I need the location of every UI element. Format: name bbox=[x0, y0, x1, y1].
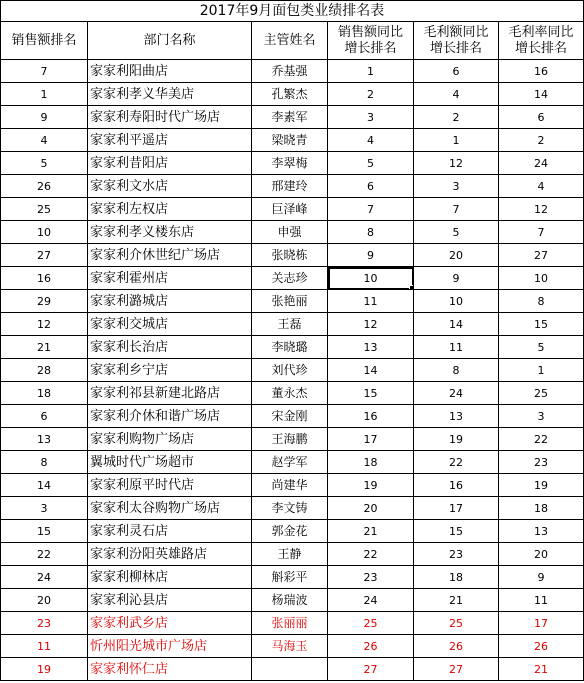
cell-sales-rank[interactable]: 24 bbox=[1, 566, 88, 589]
cell-department[interactable]: 家家利文水店 bbox=[88, 175, 252, 198]
cell-sales-yoy-rank[interactable]: 1 bbox=[328, 60, 414, 83]
cell-margin-yoy-rank[interactable]: 24 bbox=[499, 152, 584, 175]
cell-sales-yoy-rank[interactable]: 9 bbox=[328, 244, 414, 267]
table-body bbox=[1, 1, 584, 681]
cell-profit-yoy-rank[interactable]: 26 bbox=[414, 635, 499, 658]
header-profit-yoy-line1: 毛利额同比 bbox=[423, 24, 489, 40]
table-row bbox=[1, 244, 584, 267]
cell-sales-yoy-rank[interactable]: 17 bbox=[328, 428, 414, 451]
header-profit-yoy-line2: 增长排名 bbox=[429, 40, 482, 56]
cell-sales-yoy-rank[interactable]: 14 bbox=[328, 359, 414, 382]
cell-profit-yoy-rank[interactable]: 9 bbox=[414, 267, 499, 290]
cell-department[interactable]: 翼城时代广场超市 bbox=[88, 451, 252, 474]
cell-manager[interactable]: 杨瑞波 bbox=[252, 589, 328, 612]
cell-margin-yoy-rank[interactable]: 19 bbox=[499, 474, 584, 497]
header-sales-rank[interactable]: 销售额排名 bbox=[1, 22, 88, 60]
cell-sales-yoy-rank[interactable]: 4 bbox=[328, 129, 414, 152]
cell-profit-yoy-rank[interactable]: 3 bbox=[414, 175, 499, 198]
cell-sales-rank[interactable]: 20 bbox=[1, 589, 88, 612]
cell-sales-yoy-rank[interactable]: 6 bbox=[328, 175, 414, 198]
cell-profit-yoy-rank[interactable]: 24 bbox=[414, 382, 499, 405]
cell-margin-yoy-rank[interactable]: 18 bbox=[499, 497, 584, 520]
cell-department[interactable]: 家家利介休和谐广场店 bbox=[88, 405, 252, 428]
cell-sales-rank[interactable]: 18 bbox=[1, 382, 88, 405]
cell-sales-yoy-rank[interactable]: 11 bbox=[328, 290, 414, 313]
cell-sales-rank[interactable]: 27 bbox=[1, 244, 88, 267]
cell-manager[interactable]: 赵学军 bbox=[252, 451, 328, 474]
cell-sales-rank[interactable]: 8 bbox=[1, 451, 88, 474]
cell-profit-yoy-rank[interactable]: 11 bbox=[414, 336, 499, 359]
cell-sales-yoy-rank[interactable]: 3 bbox=[328, 106, 414, 129]
cell-sales-rank[interactable]: 26 bbox=[1, 175, 88, 198]
cell-margin-yoy-rank[interactable]: 22 bbox=[499, 428, 584, 451]
cell-profit-yoy-rank[interactable]: 23 bbox=[414, 543, 499, 566]
cell-margin-yoy-rank[interactable]: 4 bbox=[499, 175, 584, 198]
cell-sales-yoy-rank[interactable]: 5 bbox=[328, 152, 414, 175]
cell-profit-yoy-rank[interactable]: 18 bbox=[414, 566, 499, 589]
table-row bbox=[1, 520, 584, 543]
header-margin-yoy[interactable] bbox=[499, 22, 584, 60]
cell-profit-yoy-rank[interactable]: 7 bbox=[414, 198, 499, 221]
cell-margin-yoy-rank[interactable]: 9 bbox=[499, 566, 584, 589]
cell-manager[interactable]: 李文铸 bbox=[252, 497, 328, 520]
cell-margin-yoy-rank[interactable]: 6 bbox=[499, 106, 584, 129]
title-row bbox=[1, 1, 584, 22]
header-margin-yoy-line2: 增长排名 bbox=[515, 40, 568, 56]
cell-department[interactable]: 家家利祁县新建北路店 bbox=[88, 382, 252, 405]
cell-manager[interactable]: 孔繁杰 bbox=[252, 83, 328, 106]
header-margin-yoy-line1: 毛利率同比 bbox=[508, 24, 574, 40]
cell-manager[interactable]: 王海鹏 bbox=[252, 428, 328, 451]
cell-sales-yoy-rank[interactable]: 2 bbox=[328, 83, 414, 106]
cell-sales-rank[interactable]: 7 bbox=[1, 60, 88, 83]
cell-sales-rank[interactable]: 6 bbox=[1, 405, 88, 428]
cell-sales-rank[interactable]: 21 bbox=[1, 336, 88, 359]
cell-profit-yoy-rank[interactable]: 8 bbox=[414, 359, 499, 382]
cell-profit-yoy-rank[interactable]: 22 bbox=[414, 451, 499, 474]
header-row bbox=[1, 22, 584, 60]
cell-department[interactable]: 忻州阳光城市广场店 bbox=[88, 635, 252, 658]
cell-sales-rank[interactable]: 12 bbox=[1, 313, 88, 336]
cell-margin-yoy-rank[interactable]: 10 bbox=[499, 267, 584, 290]
cell-department[interactable]: 家家利怀仁店 bbox=[88, 658, 252, 681]
cell-manager[interactable]: 斛彩平 bbox=[252, 566, 328, 589]
cell-profit-yoy-rank[interactable]: 4 bbox=[414, 83, 499, 106]
cell-sales-yoy-rank[interactable]: 18 bbox=[328, 451, 414, 474]
cell-profit-yoy-rank[interactable]: 13 bbox=[414, 405, 499, 428]
cell-department[interactable]: 家家利孝义华美店 bbox=[88, 83, 252, 106]
cell-department[interactable]: 家家利潞城店 bbox=[88, 290, 252, 313]
cell-sales-rank[interactable]: 4 bbox=[1, 129, 88, 152]
cell-department[interactable]: 家家利昔阳店 bbox=[88, 152, 252, 175]
cell-manager[interactable]: 尚建华 bbox=[252, 474, 328, 497]
table-row bbox=[1, 198, 584, 221]
cell-sales-rank[interactable]: 19 bbox=[1, 658, 88, 681]
cell-profit-yoy-rank[interactable]: 14 bbox=[414, 313, 499, 336]
table-row bbox=[1, 313, 584, 336]
cell-margin-yoy-rank[interactable]: 12 bbox=[499, 198, 584, 221]
cell-manager[interactable]: 王静 bbox=[252, 543, 328, 566]
table-row bbox=[1, 543, 584, 566]
table-row bbox=[1, 60, 584, 83]
cell-margin-yoy-rank[interactable]: 26 bbox=[499, 635, 584, 658]
cell-margin-yoy-rank[interactable]: 20 bbox=[499, 543, 584, 566]
cell-sales-rank[interactable]: 3 bbox=[1, 497, 88, 520]
cell-manager[interactable]: 张晓栋 bbox=[252, 244, 328, 267]
cell-department[interactable]: 家家利太谷购物广场店 bbox=[88, 497, 252, 520]
table-row bbox=[1, 83, 584, 106]
table-row bbox=[1, 497, 584, 520]
cell-department[interactable]: 家家利寿阳时代广场店 bbox=[88, 106, 252, 129]
cell-sales-rank[interactable]: 23 bbox=[1, 612, 88, 635]
cell-department[interactable]: 家家利孝义楼东店 bbox=[88, 221, 252, 244]
cell-sales-yoy-rank[interactable]: 25 bbox=[328, 612, 414, 635]
cell-manager[interactable]: 关志珍 bbox=[252, 267, 328, 290]
cell-manager[interactable]: 乔基强 bbox=[252, 60, 328, 83]
table-row bbox=[1, 612, 584, 635]
cell-department[interactable]: 家家利乡宁店 bbox=[88, 359, 252, 382]
table-row bbox=[1, 175, 584, 198]
cell-profit-yoy-rank[interactable]: 2 bbox=[414, 106, 499, 129]
cell-sales-rank[interactable]: 1 bbox=[1, 83, 88, 106]
cell-margin-yoy-rank[interactable]: 21 bbox=[499, 658, 584, 681]
cell-manager[interactable]: 李翠梅 bbox=[252, 152, 328, 175]
cell-sales-rank[interactable]: 29 bbox=[1, 290, 88, 313]
cell-sales-yoy-rank[interactable]: 15 bbox=[328, 382, 414, 405]
header-department[interactable]: 部门名称 bbox=[88, 22, 252, 60]
cell-sales-yoy-rank[interactable]: 26 bbox=[328, 635, 414, 658]
cell-margin-yoy-rank[interactable]: 27 bbox=[499, 244, 584, 267]
cell-manager[interactable]: 梁晓青 bbox=[252, 129, 328, 152]
cell-profit-yoy-rank[interactable]: 27 bbox=[414, 658, 499, 681]
table-row bbox=[1, 290, 584, 313]
cell-sales-yoy-rank[interactable]: 8 bbox=[328, 221, 414, 244]
table-row bbox=[1, 474, 584, 497]
header-sales-yoy-line2: 增长排名 bbox=[344, 40, 397, 56]
cell-department[interactable]: 家家利汾阳英雄路店 bbox=[88, 543, 252, 566]
cell-sales-yoy-rank[interactable]: 7 bbox=[328, 198, 414, 221]
cell-margin-yoy-rank[interactable]: 5 bbox=[499, 336, 584, 359]
cell-manager[interactable]: 李晓璐 bbox=[252, 336, 328, 359]
cell-profit-yoy-rank[interactable]: 21 bbox=[414, 589, 499, 612]
table-row bbox=[1, 359, 584, 382]
cell-margin-yoy-rank[interactable]: 3 bbox=[499, 405, 584, 428]
cell-profit-yoy-rank[interactable]: 5 bbox=[414, 221, 499, 244]
cell-manager[interactable]: 张丽丽 bbox=[252, 612, 328, 635]
cell-profit-yoy-rank[interactable]: 25 bbox=[414, 612, 499, 635]
cell-sales-yoy-rank[interactable]: 20 bbox=[328, 497, 414, 520]
cell-manager[interactable]: 李素军 bbox=[252, 106, 328, 129]
cell-sales-yoy-rank[interactable]: 24 bbox=[328, 589, 414, 612]
cell-sales-rank[interactable]: 14 bbox=[1, 474, 88, 497]
cell-sales-rank[interactable]: 5 bbox=[1, 152, 88, 175]
table-row bbox=[1, 589, 584, 612]
cell-sales-rank[interactable]: 15 bbox=[1, 520, 88, 543]
cell-profit-yoy-rank[interactable]: 17 bbox=[414, 497, 499, 520]
cell-manager[interactable]: 王磊 bbox=[252, 313, 328, 336]
cell-department[interactable]: 家家利长治店 bbox=[88, 336, 252, 359]
cell-department[interactable]: 家家利霍州店 bbox=[88, 267, 252, 290]
cell-profit-yoy-rank[interactable]: 19 bbox=[414, 428, 499, 451]
cell-manager[interactable]: 董永杰 bbox=[252, 382, 328, 405]
cell-sales-yoy-rank[interactable]: 21 bbox=[328, 520, 414, 543]
cell-manager[interactable]: 宋金刚 bbox=[252, 405, 328, 428]
cell-department[interactable]: 家家利阳曲店 bbox=[88, 60, 252, 83]
cell-manager[interactable] bbox=[252, 658, 328, 681]
table-row bbox=[1, 221, 584, 244]
cell-margin-yoy-rank[interactable]: 2 bbox=[499, 129, 584, 152]
cell-sales-rank[interactable]: 22 bbox=[1, 543, 88, 566]
header-profit-yoy[interactable] bbox=[414, 22, 499, 60]
table-row bbox=[1, 267, 584, 290]
cell-manager[interactable]: 张艳丽 bbox=[252, 290, 328, 313]
table-row bbox=[1, 382, 584, 405]
header-sales-yoy[interactable] bbox=[328, 22, 414, 60]
cell-margin-yoy-rank[interactable]: 7 bbox=[499, 221, 584, 244]
cell-department[interactable]: 家家利原平时代店 bbox=[88, 474, 252, 497]
cell-margin-yoy-rank[interactable]: 16 bbox=[499, 60, 584, 83]
cell-department[interactable]: 家家利武乡店 bbox=[88, 612, 252, 635]
cell-sales-rank[interactable]: 10 bbox=[1, 221, 88, 244]
header-sales-yoy-line1: 销售额同比 bbox=[337, 24, 403, 40]
cell-profit-yoy-rank[interactable]: 6 bbox=[414, 60, 499, 83]
cell-profit-yoy-rank[interactable]: 20 bbox=[414, 244, 499, 267]
cell-sales-yoy-rank[interactable]: 22 bbox=[328, 543, 414, 566]
cell-department[interactable]: 家家利平遥店 bbox=[88, 129, 252, 152]
table-row bbox=[1, 566, 584, 589]
cell-department[interactable]: 家家利购物广场店 bbox=[88, 428, 252, 451]
cell-margin-yoy-rank[interactable]: 17 bbox=[499, 612, 584, 635]
cell-sales-rank[interactable]: 16 bbox=[1, 267, 88, 290]
cell-manager[interactable]: 马海玉 bbox=[252, 635, 328, 658]
table-row bbox=[1, 152, 584, 175]
table-row bbox=[1, 451, 584, 474]
cell-sales-rank[interactable]: 9 bbox=[1, 106, 88, 129]
cell-profit-yoy-rank[interactable]: 1 bbox=[414, 129, 499, 152]
cell-sales-yoy-rank[interactable]: 23 bbox=[328, 566, 414, 589]
cell-sales-yoy-rank[interactable]: 10 bbox=[328, 267, 414, 290]
cell-sales-rank[interactable]: 11 bbox=[1, 635, 88, 658]
cell-sales-rank[interactable]: 13 bbox=[1, 428, 88, 451]
cell-profit-yoy-rank[interactable]: 10 bbox=[414, 290, 499, 313]
cell-profit-yoy-rank[interactable]: 12 bbox=[414, 152, 499, 175]
cell-department[interactable]: 家家利交城店 bbox=[88, 313, 252, 336]
cell-profit-yoy-rank[interactable]: 15 bbox=[414, 520, 499, 543]
cell-manager[interactable]: 申强 bbox=[252, 221, 328, 244]
cell-margin-yoy-rank[interactable]: 23 bbox=[499, 451, 584, 474]
cell-sales-rank[interactable]: 28 bbox=[1, 359, 88, 382]
cell-department[interactable]: 家家利柳林店 bbox=[88, 566, 252, 589]
cell-manager[interactable]: 刘代珍 bbox=[252, 359, 328, 382]
table-row bbox=[1, 129, 584, 152]
table-row bbox=[1, 336, 584, 359]
table-row bbox=[1, 658, 584, 681]
table-row bbox=[1, 405, 584, 428]
cell-sales-yoy-rank[interactable]: 19 bbox=[328, 474, 414, 497]
cell-sales-yoy-rank[interactable]: 13 bbox=[328, 336, 414, 359]
cell-department[interactable]: 家家利介休世纪广场店 bbox=[88, 244, 252, 267]
cell-sales-yoy-rank[interactable]: 16 bbox=[328, 405, 414, 428]
cell-department[interactable]: 家家利左权店 bbox=[88, 198, 252, 221]
table-row bbox=[1, 635, 584, 658]
cell-manager[interactable]: 郭金花 bbox=[252, 520, 328, 543]
cell-department[interactable]: 家家利灵石店 bbox=[88, 520, 252, 543]
cell-sales-rank[interactable]: 25 bbox=[1, 198, 88, 221]
header-manager[interactable]: 主管姓名 bbox=[252, 22, 328, 60]
cell-manager[interactable]: 邢建玲 bbox=[252, 175, 328, 198]
table-row bbox=[1, 428, 584, 451]
cell-margin-yoy-rank[interactable]: 11 bbox=[499, 589, 584, 612]
cell-margin-yoy-rank[interactable]: 1 bbox=[499, 359, 584, 382]
cell-margin-yoy-rank[interactable]: 15 bbox=[499, 313, 584, 336]
cell-profit-yoy-rank[interactable]: 16 bbox=[414, 474, 499, 497]
cell-manager[interactable]: 巨泽峰 bbox=[252, 198, 328, 221]
table-row bbox=[1, 106, 584, 129]
cell-margin-yoy-rank[interactable]: 14 bbox=[499, 83, 584, 106]
cell-margin-yoy-rank[interactable]: 8 bbox=[499, 290, 584, 313]
cell-sales-yoy-rank[interactable]: 27 bbox=[328, 658, 414, 681]
cell-margin-yoy-rank[interactable]: 13 bbox=[499, 520, 584, 543]
cell-department[interactable]: 家家利沁县店 bbox=[88, 589, 252, 612]
table-title[interactable]: 2017年9月面包类业绩排名表 bbox=[1, 1, 584, 22]
cell-sales-yoy-rank[interactable]: 12 bbox=[328, 313, 414, 336]
cell-margin-yoy-rank[interactable]: 25 bbox=[499, 382, 584, 405]
